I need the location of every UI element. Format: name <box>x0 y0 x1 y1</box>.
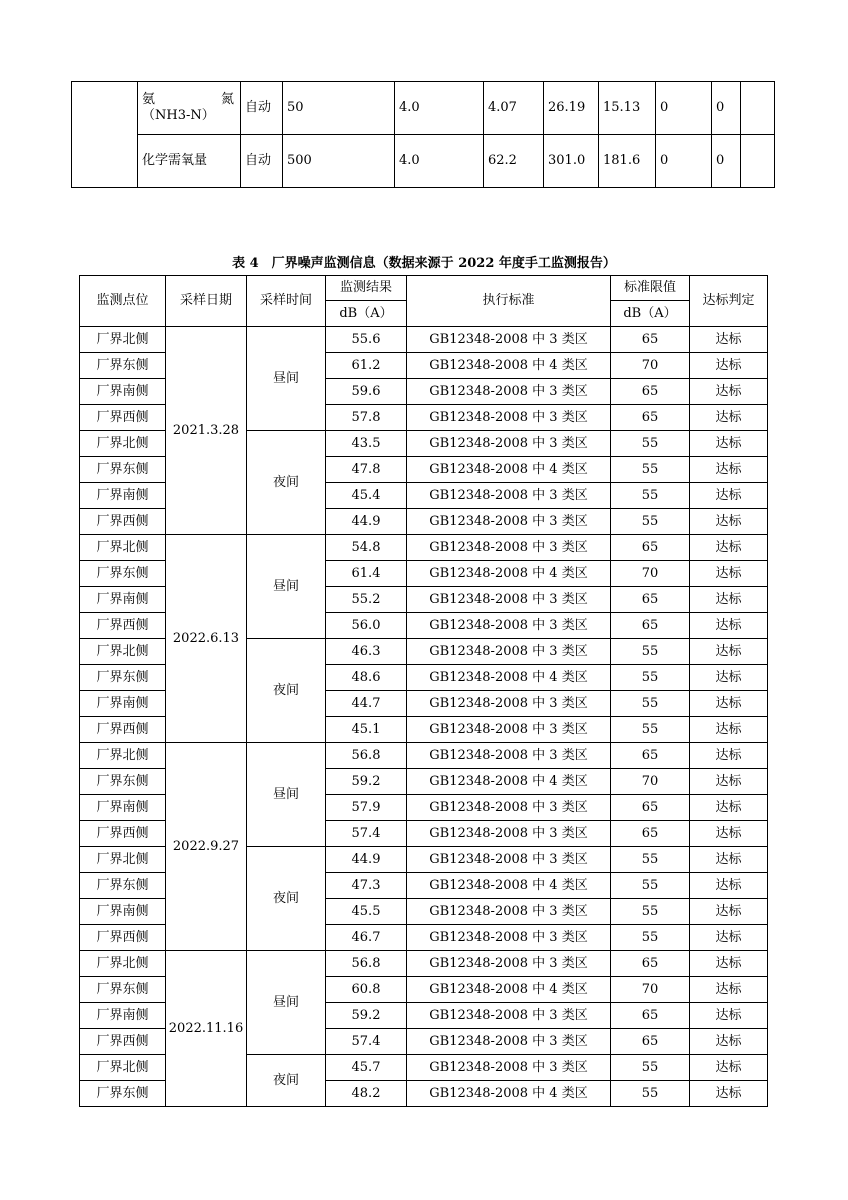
value-cell: 44.9 <box>326 847 407 873</box>
standard-cell: GB12348-2008 中 3 类区 <box>407 1029 611 1055</box>
value-cell: 57.8 <box>326 405 407 431</box>
header-row <box>80 276 768 301</box>
period-cell: 夜间 <box>247 1055 326 1107</box>
monitor-mode: 自动 <box>241 135 283 188</box>
limit-cell: 70 <box>611 769 690 795</box>
limit-cell: 65 <box>611 613 690 639</box>
value-cell: 46.3 <box>326 639 407 665</box>
pollutant-name-part: 氨 <box>142 92 156 107</box>
standard-cell: GB12348-2008 中 3 类区 <box>407 587 611 613</box>
limit-cell: 55 <box>611 509 690 535</box>
date-cell: 2021.3.28 <box>166 327 247 535</box>
judge-cell: 达标 <box>690 795 768 821</box>
table-row <box>72 82 775 135</box>
value-cell: 59.6 <box>326 379 407 405</box>
judge-cell: 达标 <box>690 951 768 977</box>
judge-cell: 达标 <box>690 717 768 743</box>
value-cell: 44.7 <box>326 691 407 717</box>
value-cell: 57.9 <box>326 795 407 821</box>
judge-cell: 达标 <box>690 327 768 353</box>
header-time: 采样时间 <box>247 276 326 327</box>
point-cell: 厂界西侧 <box>80 717 166 743</box>
limit-cell: 65 <box>611 327 690 353</box>
judge-cell: 达标 <box>690 821 768 847</box>
standard-cell: GB12348-2008 中 3 类区 <box>407 483 611 509</box>
point-cell: 厂界西侧 <box>80 509 166 535</box>
standard-cell: GB12348-2008 中 3 类区 <box>407 1055 611 1081</box>
point-cell: 厂界西侧 <box>80 1029 166 1055</box>
judge-cell: 达标 <box>690 509 768 535</box>
table-cell: 181.6 <box>599 135 656 188</box>
period-cell: 夜间 <box>247 431 326 535</box>
value-cell: 55.6 <box>326 327 407 353</box>
value-cell: 59.2 <box>326 1003 407 1029</box>
pollutant-name-part: 氮 <box>220 92 234 107</box>
standard-cell: GB12348-2008 中 3 类区 <box>407 379 611 405</box>
value-cell: 45.5 <box>326 899 407 925</box>
standard-cell: GB12348-2008 中 3 类区 <box>407 847 611 873</box>
point-cell: 厂界东侧 <box>80 353 166 379</box>
point-cell: 厂界北侧 <box>80 1055 166 1081</box>
empty-cell <box>72 82 138 188</box>
judge-cell: 达标 <box>690 847 768 873</box>
header-standard: 执行标准 <box>407 276 611 327</box>
header-result-unit: dB（A） <box>326 301 407 327</box>
header-limit: 标准限值 <box>611 276 690 301</box>
table-row <box>80 743 768 769</box>
pollutant-name-cell <box>138 82 241 135</box>
table-cell <box>741 82 775 135</box>
limit-cell: 55 <box>611 665 690 691</box>
judge-cell: 达标 <box>690 899 768 925</box>
point-cell: 厂界北侧 <box>80 535 166 561</box>
point-cell: 厂界东侧 <box>80 977 166 1003</box>
value-cell: 59.2 <box>326 769 407 795</box>
limit-cell: 55 <box>611 717 690 743</box>
standard-cell: GB12348-2008 中 3 类区 <box>407 925 611 951</box>
standard-cell: GB12348-2008 中 3 类区 <box>407 691 611 717</box>
limit-cell: 55 <box>611 639 690 665</box>
value-cell: 46.7 <box>326 925 407 951</box>
judge-cell: 达标 <box>690 639 768 665</box>
judge-cell: 达标 <box>690 561 768 587</box>
point-cell: 厂界西侧 <box>80 613 166 639</box>
value-cell: 43.5 <box>326 431 407 457</box>
table-cell: 50 <box>283 82 395 135</box>
judge-cell: 达标 <box>690 769 768 795</box>
limit-cell: 55 <box>611 899 690 925</box>
table-cell: 26.19 <box>544 82 599 135</box>
standard-cell: GB12348-2008 中 4 类区 <box>407 769 611 795</box>
date-cell: 2022.6.13 <box>166 535 247 743</box>
point-cell: 厂界南侧 <box>80 483 166 509</box>
judge-cell: 达标 <box>690 535 768 561</box>
table-title: 表 4 厂界噪声监测信息（数据来源于 2022 年度手工监测报告） <box>232 256 616 271</box>
limit-cell: 70 <box>611 353 690 379</box>
judge-cell: 达标 <box>690 431 768 457</box>
point-cell: 厂界东侧 <box>80 769 166 795</box>
limit-cell: 55 <box>611 873 690 899</box>
value-cell: 56.8 <box>326 743 407 769</box>
header-point: 监测点位 <box>80 276 166 327</box>
judge-cell: 达标 <box>690 1081 768 1107</box>
value-cell: 44.9 <box>326 509 407 535</box>
standard-cell: GB12348-2008 中 3 类区 <box>407 509 611 535</box>
judge-cell: 达标 <box>690 925 768 951</box>
period-cell: 昼间 <box>247 535 326 639</box>
value-cell: 61.2 <box>326 353 407 379</box>
date-cell: 2022.11.16 <box>166 951 247 1107</box>
limit-cell: 65 <box>611 951 690 977</box>
standard-cell: GB12348-2008 中 4 类区 <box>407 457 611 483</box>
standard-cell: GB12348-2008 中 3 类区 <box>407 717 611 743</box>
limit-cell: 65 <box>611 535 690 561</box>
period-cell: 夜间 <box>247 639 326 743</box>
limit-cell: 65 <box>611 1003 690 1029</box>
table-cell: 0 <box>656 82 712 135</box>
period-cell: 夜间 <box>247 847 326 951</box>
table-cell: 4.0 <box>395 135 484 188</box>
judge-cell: 达标 <box>690 1055 768 1081</box>
judge-cell: 达标 <box>690 457 768 483</box>
limit-cell: 70 <box>611 561 690 587</box>
judge-cell: 达标 <box>690 353 768 379</box>
limit-cell: 65 <box>611 587 690 613</box>
judge-cell: 达标 <box>690 1029 768 1055</box>
pollutant-formula: （NH3-N） <box>142 108 215 123</box>
point-cell: 厂界南侧 <box>80 691 166 717</box>
judge-cell: 达标 <box>690 665 768 691</box>
table-row <box>80 535 768 561</box>
point-cell: 厂界东侧 <box>80 1081 166 1107</box>
judge-cell: 达标 <box>690 613 768 639</box>
judge-cell: 达标 <box>690 1003 768 1029</box>
value-cell: 56.0 <box>326 613 407 639</box>
point-cell: 厂界东侧 <box>80 873 166 899</box>
point-cell: 厂界北侧 <box>80 639 166 665</box>
header-result: 监测结果 <box>326 276 407 301</box>
table-cell: 4.0 <box>395 82 484 135</box>
standard-cell: GB12348-2008 中 3 类区 <box>407 743 611 769</box>
table-cell: 0 <box>712 135 741 188</box>
judge-cell: 达标 <box>690 379 768 405</box>
table-cell: 500 <box>283 135 395 188</box>
value-cell: 45.7 <box>326 1055 407 1081</box>
standard-cell: GB12348-2008 中 4 类区 <box>407 977 611 1003</box>
standard-cell: GB12348-2008 中 4 类区 <box>407 665 611 691</box>
standard-cell: GB12348-2008 中 3 类区 <box>407 327 611 353</box>
standard-cell: GB12348-2008 中 3 类区 <box>407 535 611 561</box>
header-limit-unit: dB（A） <box>611 301 690 327</box>
table-row <box>72 135 775 188</box>
limit-cell: 55 <box>611 1055 690 1081</box>
header-date: 采样日期 <box>166 276 247 327</box>
standard-cell: GB12348-2008 中 4 类区 <box>407 873 611 899</box>
table-cell <box>741 135 775 188</box>
standard-cell: GB12348-2008 中 4 类区 <box>407 1081 611 1107</box>
point-cell: 厂界南侧 <box>80 795 166 821</box>
limit-cell: 55 <box>611 925 690 951</box>
point-cell: 厂界北侧 <box>80 951 166 977</box>
limit-cell: 55 <box>611 847 690 873</box>
point-cell: 厂界西侧 <box>80 925 166 951</box>
table-row <box>80 951 768 977</box>
point-cell: 厂界北侧 <box>80 431 166 457</box>
noise-monitoring-table <box>79 275 768 1107</box>
limit-cell: 55 <box>611 1081 690 1107</box>
limit-cell: 65 <box>611 795 690 821</box>
period-cell: 昼间 <box>247 743 326 847</box>
limit-cell: 55 <box>611 431 690 457</box>
standard-cell: GB12348-2008 中 3 类区 <box>407 1003 611 1029</box>
pollutant-table-continued <box>71 81 775 188</box>
limit-cell: 65 <box>611 1029 690 1055</box>
date-cell: 2022.9.27 <box>166 743 247 951</box>
table-cell: 15.13 <box>599 82 656 135</box>
value-cell: 47.8 <box>326 457 407 483</box>
table-cell: 4.07 <box>484 82 544 135</box>
value-cell: 47.3 <box>326 873 407 899</box>
judge-cell: 达标 <box>690 873 768 899</box>
value-cell: 45.4 <box>326 483 407 509</box>
standard-cell: GB12348-2008 中 3 类区 <box>407 821 611 847</box>
standard-cell: GB12348-2008 中 3 类区 <box>407 639 611 665</box>
standard-cell: GB12348-2008 中 3 类区 <box>407 431 611 457</box>
point-cell: 厂界东侧 <box>80 457 166 483</box>
point-cell: 厂界北侧 <box>80 847 166 873</box>
table-cell: 0 <box>712 82 741 135</box>
judge-cell: 达标 <box>690 977 768 1003</box>
limit-cell: 65 <box>611 821 690 847</box>
standard-cell: GB12348-2008 中 3 类区 <box>407 613 611 639</box>
point-cell: 厂界南侧 <box>80 587 166 613</box>
limit-cell: 70 <box>611 977 690 1003</box>
point-cell: 厂界北侧 <box>80 327 166 353</box>
limit-cell: 65 <box>611 743 690 769</box>
judge-cell: 达标 <box>690 691 768 717</box>
period-cell: 昼间 <box>247 951 326 1055</box>
standard-cell: GB12348-2008 中 3 类区 <box>407 405 611 431</box>
table-cell: 301.0 <box>544 135 599 188</box>
point-cell: 厂界北侧 <box>80 743 166 769</box>
standard-cell: GB12348-2008 中 4 类区 <box>407 561 611 587</box>
value-cell: 48.2 <box>326 1081 407 1107</box>
monitor-mode: 自动 <box>241 82 283 135</box>
standard-cell: GB12348-2008 中 3 类区 <box>407 951 611 977</box>
point-cell: 厂界东侧 <box>80 561 166 587</box>
limit-cell: 65 <box>611 379 690 405</box>
limit-cell: 55 <box>611 483 690 509</box>
table-row <box>80 327 768 353</box>
pollutant-name: 化学需氧量 <box>138 135 241 188</box>
point-cell: 厂界南侧 <box>80 379 166 405</box>
value-cell: 48.6 <box>326 665 407 691</box>
judge-cell: 达标 <box>690 405 768 431</box>
standard-cell: GB12348-2008 中 3 类区 <box>407 795 611 821</box>
value-cell: 45.1 <box>326 717 407 743</box>
judge-cell: 达标 <box>690 483 768 509</box>
limit-cell: 55 <box>611 457 690 483</box>
value-cell: 54.8 <box>326 535 407 561</box>
table-cell: 62.2 <box>484 135 544 188</box>
standard-cell: GB12348-2008 中 4 类区 <box>407 353 611 379</box>
period-cell: 昼间 <box>247 327 326 431</box>
point-cell: 厂界南侧 <box>80 1003 166 1029</box>
point-cell: 厂界西侧 <box>80 405 166 431</box>
limit-cell: 55 <box>611 691 690 717</box>
point-cell: 厂界南侧 <box>80 899 166 925</box>
value-cell: 55.2 <box>326 587 407 613</box>
point-cell: 厂界西侧 <box>80 821 166 847</box>
value-cell: 57.4 <box>326 821 407 847</box>
table-cell: 0 <box>656 135 712 188</box>
judge-cell: 达标 <box>690 587 768 613</box>
value-cell: 61.4 <box>326 561 407 587</box>
value-cell: 57.4 <box>326 1029 407 1055</box>
value-cell: 56.8 <box>326 951 407 977</box>
value-cell: 60.8 <box>326 977 407 1003</box>
point-cell: 厂界东侧 <box>80 665 166 691</box>
header-judge: 达标判定 <box>690 276 768 327</box>
judge-cell: 达标 <box>690 743 768 769</box>
limit-cell: 65 <box>611 405 690 431</box>
standard-cell: GB12348-2008 中 3 类区 <box>407 899 611 925</box>
